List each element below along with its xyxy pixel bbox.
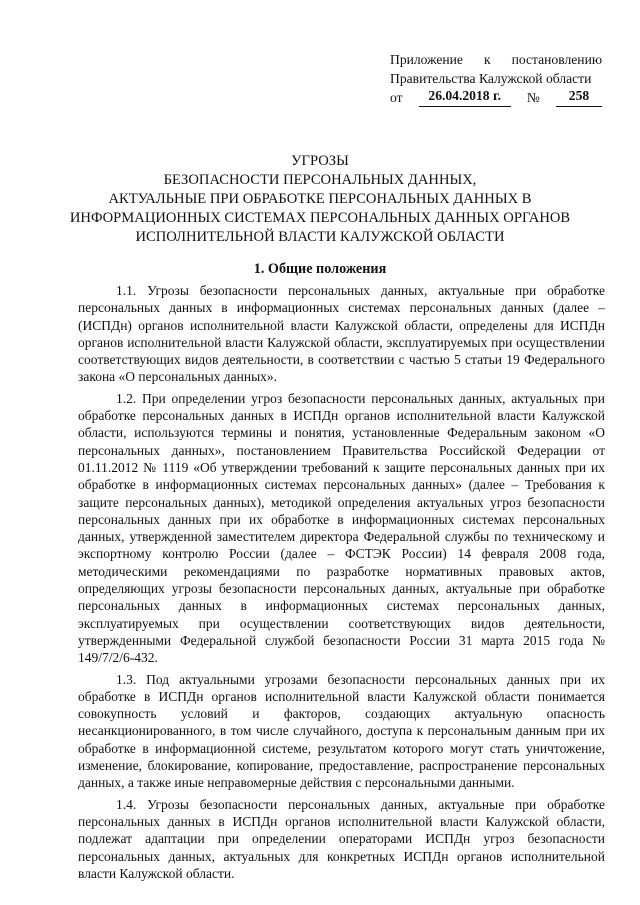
appendix-date: 26.04.2018 г. [419,88,511,107]
paragraph-1-1: 1.1. Угрозы безопасности персональных данных, актуальные при обработке персональных данных в информационных системах персональных данных (далее – (ИСПДн) органов исполнительной власти Калужской области, определены для ИСПДн органов исполнительной власти Калужской области, эксплуатируемых при осуществлении соответствующих видов деятельности, в соответствии с частью 5 статьи 19 Федерального закона «О персональных данных». [78,283,605,385]
appendix-word-1: Приложение [390,52,463,67]
paragraph-1-4: 1.4. Угрозы безопасности персональных данных, актуальные при обработке персональных данных в ИСПДн органов исполнительной власти Калужской области, подлежат адаптации при определении операторами ИСПДн угроз безопасности персональных данных, актуальных для конкретных ИСПДн органов исполнительной власти Калужской области. [78,796,605,881]
appendix-line-2: Правительства Калужской области [390,71,592,86]
appendix-number-sign: № [526,90,540,105]
paragraph-1-2: 1.2. При определении угроз безопасности персональных данных, актуальных при обработке персональных данных в ИСПДн органов исполнительной власти Калужской области, используются термины и понятия, установленные Федеральным законом «О персональных данных», постановлением Правительства Российской Федерации от 01.11.2012 № 1119 «Об утверждении требований к защите персональных данных при их обработке в информационных системах персональных данных» (далее – Требования к защите персональных данных), методикой определения актуальных угроз безопасности персональных данных при их обработке в информационных системах персональных данных, утвержденной заместителем директора Федеральной службы по техническому и экспортному контролю России (далее – ФСТЭК России) 14 февраля 2008 года, методическими рекомендациями по разработке нормативных правовых актов, определяющих угрозы безопасности персональных данных, актуальные при обработке персональных данных в информационных системах персональных данных, эксплуатируемых при осуществлении соответствующих видов деятельности, утвержденными Федеральной службой безопасности России 31 марта 2015 года № 149/7/2/6-432. [78,390,605,666]
appendix-line-1 [390,50,602,69]
paragraph-1-3: 1.3. Под актуальными угрозами безопасности персональных данных при их обработке в ИСПДн органов исполнительной власти Калужской области понимается совокупность условий и факторов, создающих актуальную опасность несанкционированного, в том числе случайного, доступа к персональным данным при их обработке в информационной системе, результатом которого могут стать уничтожение, изменение, блокирование, копирование, предоставление, распространение персональных данных, а также иные неправомерные действия с персональными данными. [78,671,605,791]
title-line-2: БЕЗОПАСНОСТИ ПЕРСОНАЛЬНЫХ ДАННЫХ, [163,172,477,188]
appendix-line-3 [390,88,602,107]
appendix-ot: от [390,90,403,105]
title-line-3: АКТУАЛЬНЫЕ ПРИ ОБРАБОТКЕ ПЕРСОНАЛЬНЫХ ДАННЫХ В [108,191,532,207]
title-line-5: ИСПОЛНИТЕЛЬНОЙ ВЛАСТИ КАЛУЖСКОЙ ОБЛАСТИ [135,229,505,245]
document-title [60,152,580,247]
appendix-word-2: к [483,52,491,67]
appendix-block [390,50,602,107]
appendix-number: 258 [556,88,602,107]
appendix-word-3: постановлению [511,52,602,67]
title-line-4: ИНФОРМАЦИОННЫХ СИСТЕМАХ ПЕРСОНАЛЬНЫХ ДАННЫХ ОРГАНОВ [69,210,571,226]
section-heading: 1. Общие положения [253,261,387,277]
title-line-1: УГРОЗЫ [291,153,349,169]
section-body [78,282,605,886]
